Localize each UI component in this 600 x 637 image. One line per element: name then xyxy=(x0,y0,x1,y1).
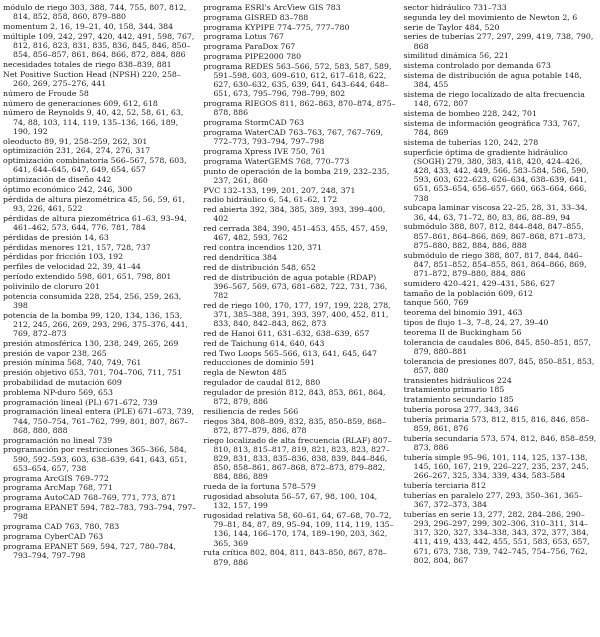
index-entry: programa RIEGOS 811, 862–863, 870–874, 875–878, 886 xyxy=(203,99,396,118)
index-entry: punto de operación de la bomba 219, 232–235, 237, 261, 860 xyxy=(203,166,390,185)
index-entry: programación por restricciones 365–366, 584, 590, 592–593, 603, 638–639, 641, 643, 651, 653–654, 657, 738 xyxy=(3,445,187,473)
index-entry: tubería primaria 573, 812, 815, 816, 846, 858–859, 861, 876 xyxy=(403,414,590,433)
index-entry: red contra incendios 120, 371 xyxy=(203,243,323,253)
index-entry: optimización de diseño 442 xyxy=(3,175,112,185)
index-entry: programa WaterCAD 763–763, 767, 767–769, 772–773, 793–794, 797–798 xyxy=(203,127,384,147)
index-entry: óptimo económico 242, 246, 300 xyxy=(3,184,133,194)
index-entry: programa CAD 763, 780, 783 xyxy=(3,521,120,531)
index-entry: transientes hidráulicos 224 xyxy=(403,375,512,385)
index-entry: pérdidas de altura piezométrica 61–63, 93–94, 461–462, 573, 644, 776, 781, 784 xyxy=(3,213,187,232)
index-entry: tubería simple 95–96, 101, 114, 125, 137–138, 145, 160, 167, 219, 226–227, 235, 237, 245, 266–267, 325, 334, 339, 434, 583–584 xyxy=(403,452,589,481)
index-entry: teorema II de Buckingham 56 xyxy=(403,327,522,337)
index-entry: tubería porosa 277, 343, 346 xyxy=(403,404,519,414)
index-entry: programa REDES 563–566, 572, 583, 587, 589, 591–598, 603, 609–610, 612, 617–618, 622, 627, 630–632, 635, 639, 641, 643–644, 648–651, 673, 795–796, 798–799, 802 xyxy=(203,61,392,99)
index-entry: red dendrítica 384 xyxy=(203,252,277,262)
index-entry: momentum 2, 16, 19–21, 40, 158, 344, 384 xyxy=(3,22,174,31)
index-entry: red de Hanoi 611, 631–632, 638–639, 657 xyxy=(203,328,370,338)
index-entry: presión mínima 568, 740, 749, 761 xyxy=(3,358,142,368)
index-entry: programa CyberCAD 763 xyxy=(3,531,104,541)
index-entry: regla de Newton 485 xyxy=(203,368,287,378)
index-entry: PVC 132–133, 199, 201, 207, 248, 371 xyxy=(203,185,356,195)
index-entry: rueda de la fortuna 578–579 xyxy=(203,482,316,492)
index-entry: programa WaterGEMS 768, 770–773 xyxy=(203,156,350,166)
index-entry: sistema de bombeo 228, 242, 701 xyxy=(403,108,537,118)
index-entry: optimización combinatoria 566–567, 578, 603, 641, 644–645, 647, 649, 654, 657 xyxy=(3,156,187,175)
index-entry: tratamiento primario 185 xyxy=(403,385,505,395)
index-entry: programa KYPIPE 774–775, 777–780 xyxy=(203,22,350,32)
index-entry: tanque 560, 769 xyxy=(403,298,469,308)
index-entry: múltiple 109, 242, 297, 420, 442, 491, 598, 767, 812, 816, 823, 831, 835, 836, 845, 846, 850–854, 856–857, 861, 864, 866, 872, 884, 886 xyxy=(3,31,195,60)
index-entry: sistema de información geográfica 733, 767, 784, 869 xyxy=(403,118,580,137)
index-entry: subcapa laminar viscosa 22–25, 28, 31, 33–34, 36, 44, 63, 71–72, 80, 83, 86, 88–89, 94 xyxy=(403,203,588,222)
index-entry: potencia de la bomba 99, 120, 134, 136, 153, 212, 245, 266, 269, 293, 296, 375–376, 441, 769, 872–873 xyxy=(3,310,189,338)
index-entry: tratamiento secundario 185 xyxy=(403,395,514,405)
index-entry: polivinilo de cloruro 201 xyxy=(3,281,100,291)
index-entry: optimización 231, 264, 274, 276, 317 xyxy=(3,146,151,156)
index-entry: programación no lineal 739 xyxy=(3,435,113,445)
index-entry: tubería secundaria 573, 574, 812, 846, 858–859, 873, 886 xyxy=(403,433,597,452)
index-entry: número de Reynolds 9, 40, 42, 52, 58, 61, 63, 74, 88, 103, 114, 119, 135–136, 166, 189, 190, 192 xyxy=(3,108,184,136)
index-column-2 xyxy=(203,3,396,637)
index-entry: tolerancia de caudales 806, 845, 850–851, 857, 879, 880–881 xyxy=(403,337,591,356)
index-entry: submódulo 388, 807, 812, 844–848, 847–855, 857–861, 864–866, 869, 867–868, 871–873, 875–880, 882, 884, 886, 888 xyxy=(403,222,586,250)
index-entry: serie de Taylor 484, 520 xyxy=(403,22,500,32)
index-entry: pérdidas menores 121, 157, 728, 737 xyxy=(3,242,151,252)
index-entry: presión atmosférica 130, 238, 249, 265, 269 xyxy=(3,338,179,348)
index-column-1 xyxy=(3,3,196,637)
index-entry: tuberías en serie 13, 277, 282, 284–286, 290–293, 296–297, 299, 302–306, 310–311, 314–317, 320, 327, 334–338, 343, 372, 377, 384, 411, 419, 433, 442, 455, 551, 583, 653, 657, 671, 673, 738, 739, 742–745, 754–756, 762, 802, 804, 867 xyxy=(403,509,590,565)
index-entry: programa EPANET 594, 782–783, 793–794, 797–798 xyxy=(3,502,197,522)
index-entry: número de Froude 58 xyxy=(3,88,89,98)
index-entry: programa AutoCAD 768–769, 771, 773, 871 xyxy=(3,493,177,503)
index-entry: programación lineal (PL) 671–672, 739 xyxy=(3,397,158,407)
index-entry: programa GISRED 83–788 xyxy=(203,12,309,22)
index-entry: red Two Loops 565–566, 613, 641, 645, 647 xyxy=(203,348,377,358)
index-entry: programación lineal entera (PLE) 671–673, 739, 744, 750–754, 761–762, 799, 801, 807, 867–868, 880, 888 xyxy=(3,407,195,435)
index-entry: radio hidráulico 6, 54, 61–62, 172 xyxy=(203,195,338,205)
index-entry: programa ESRI's ArcView GIS 783 xyxy=(203,3,341,12)
index-entry: sistema de riego localizado de alta frecuencia 148, 672, 807 xyxy=(403,89,585,109)
index-entry: red de distribución de agua potable (RDAP) 396–567, 569, 673, 681–682, 722, 731, 736, 782 xyxy=(203,272,388,300)
index-entry: series de tuberías 277, 297, 299, 419, 738, 790, 868 xyxy=(403,32,594,51)
index-entry: sumidero 420–421, 429–431, 586, 627 xyxy=(403,278,556,288)
index-entry: teorema del binomio 391, 463 xyxy=(403,308,523,318)
index-entry: programa ArcMap 768, 771 xyxy=(3,483,113,493)
index-entry: red abierta 392, 384, 385, 389, 393, 399–400, 402 xyxy=(203,205,386,224)
index-entry: similitud dinámica 56, 221 xyxy=(403,51,509,61)
index-entry: programa StormCAD 763 xyxy=(203,118,305,128)
index-entry: perfiles de velocidad 22, 39, 41–44 xyxy=(3,262,141,272)
index-entry: problema NP-duro 569, 653 xyxy=(3,387,113,397)
index-entry: red de distribución 548, 652 xyxy=(203,262,316,272)
index-entry: segunda ley del movimiento de Newton 2, 6 xyxy=(403,12,578,22)
index-entry: programa PIPE2000 780 xyxy=(203,51,302,61)
index-entry: programa ParaDox 767 xyxy=(203,42,296,52)
index-entry: superficie óptima de gradiente hidráulico (SOGH) 279, 380, 383, 418, 420, 424–426, 428, 433, 442, 449, 566, 583–584, 586, 590, 593, 603, 622–623, 626–634, 638–639, 641, 651, 653–654, 656–657, 660, 663–664, 666, 738 xyxy=(403,147,589,203)
index-entry: programa ArcGIS 769–772 xyxy=(3,473,109,483)
index-entry: regulador de presión 812, 843, 853, 861, 864, 872, 879, 886 xyxy=(203,387,386,406)
index-entry: tamaño de la población 609, 612 xyxy=(403,288,533,298)
index-entry: reducciones de dominio 591 xyxy=(203,358,315,368)
index-entry: pérdidas por fricción 103, 192 xyxy=(3,252,124,262)
index-entry: pérdidas de presión 14, 63 xyxy=(3,232,109,242)
index-entry: número de generaciones 609, 612, 618 xyxy=(3,98,158,108)
index-entry: módulo de riego 303, 388, 744, 755, 807, 812, 814, 852, 858, 860, 879–880 xyxy=(3,3,187,22)
index-entry: tolerancia de presiones 807, 845, 850–851, 853, 857, 880 xyxy=(403,356,595,375)
index-entry: riegos 384, 808–809, 832, 835, 850–859, 868–872, 877–879, 886, 878 xyxy=(203,416,386,435)
index-entry: regulador de caudal 812, 880 xyxy=(203,377,321,387)
index-entry: presión de vapor 238, 265 xyxy=(3,348,107,358)
index-entry: red de riego 100, 170, 177, 197, 199, 228, 278, 371, 385–388, 391, 393, 397, 400, 452, 811, 833, 840, 842–843, 862, 873 xyxy=(203,300,391,329)
index-entry: sector hidráulico 731–733 xyxy=(403,3,507,12)
index-entry: necesidades totales de riego 838–839, 881 xyxy=(3,60,172,69)
index-entry: red cerrada 384, 390, 451–453, 455, 457, 459, 467, 482, 593, 762 xyxy=(203,224,388,243)
index-entry: tipos de flujo 1–3, 7–8, 24, 27, 39–40 xyxy=(403,317,549,327)
index-entry: sistema controlado por demanda 673 xyxy=(403,61,551,71)
index-entry: sistema de distribución de agua potable 148, 384, 455 xyxy=(403,70,582,90)
index-entry: tuberías en paralelo 277, 293, 350–361, 365–367, 372–373, 384 xyxy=(403,490,583,509)
index-entry: ruta crítica 802, 804, 811, 843–850, 867, 878–879, 886 xyxy=(203,548,387,567)
index-entry: Net Positive Suction Head (NPSH) 220, 258–260, 269, 275–276, 441 xyxy=(3,69,181,88)
index-entry: rugosidad absoluta 56–57, 67, 98, 100, 104, 132, 157, 199 xyxy=(203,491,378,511)
index-entry: oleoducto 89, 91, 258–259, 262, 301 xyxy=(3,136,148,146)
index-entry: programa EPANET 569, 594, 727, 780–784, 793–794, 797–798 xyxy=(3,541,177,560)
index-entry: programa Xpress IVE 750, 761 xyxy=(203,146,326,156)
index-entry: potencia consumida 228, 254, 256, 259, 263, 398 xyxy=(3,291,182,310)
index-entry: probabilidad de mutación 609 xyxy=(3,377,122,387)
index-entry: programa Lotus 767 xyxy=(203,32,285,42)
index-entry: red de Taichung 614, 640, 643 xyxy=(203,338,325,348)
index-entry: pérdida de altura piezométrica 45, 56, 59, 61, 93, 226, 461, 522 xyxy=(3,194,185,213)
index-entry: tubería terciaria 812 xyxy=(403,480,486,490)
index-column-3 xyxy=(404,3,597,637)
index-entry: rugosidad relativa 58, 60–61, 64, 67–68, 70–72, 79–81, 84, 87, 89, 95–94, 109, 114, 119, 135–136, 144, 166–170, 174, 189–190, 203, 362, 365, 369 xyxy=(203,510,394,548)
index-entry: resiliencia de redes 566 xyxy=(203,406,299,416)
index-entry: presión objetivo 653, 701, 704–706, 711, 751 xyxy=(3,368,182,378)
index-entry: sistema de tuberías 120, 242, 278 xyxy=(403,137,539,147)
index-entry: período extendido 598, 601, 651, 798, 801 xyxy=(3,271,172,281)
index-entry: riego localizado de alta frecuencia (RLAF) 807–810, 813, 815–817, 819, 821, 823, 823, 827–829, 831, 833, 835–836, 838, 839, 844–846, 850, 858–861, 867–868, 872–873, 879–882, 884, 886, 889 xyxy=(203,435,392,482)
index-entry: submódulo de riego 388, 807, 817, 844, 846–847, 851–852, 854–855, 861, 864–866, 869, 871–872, 879–880, 884, 886 xyxy=(403,250,587,278)
